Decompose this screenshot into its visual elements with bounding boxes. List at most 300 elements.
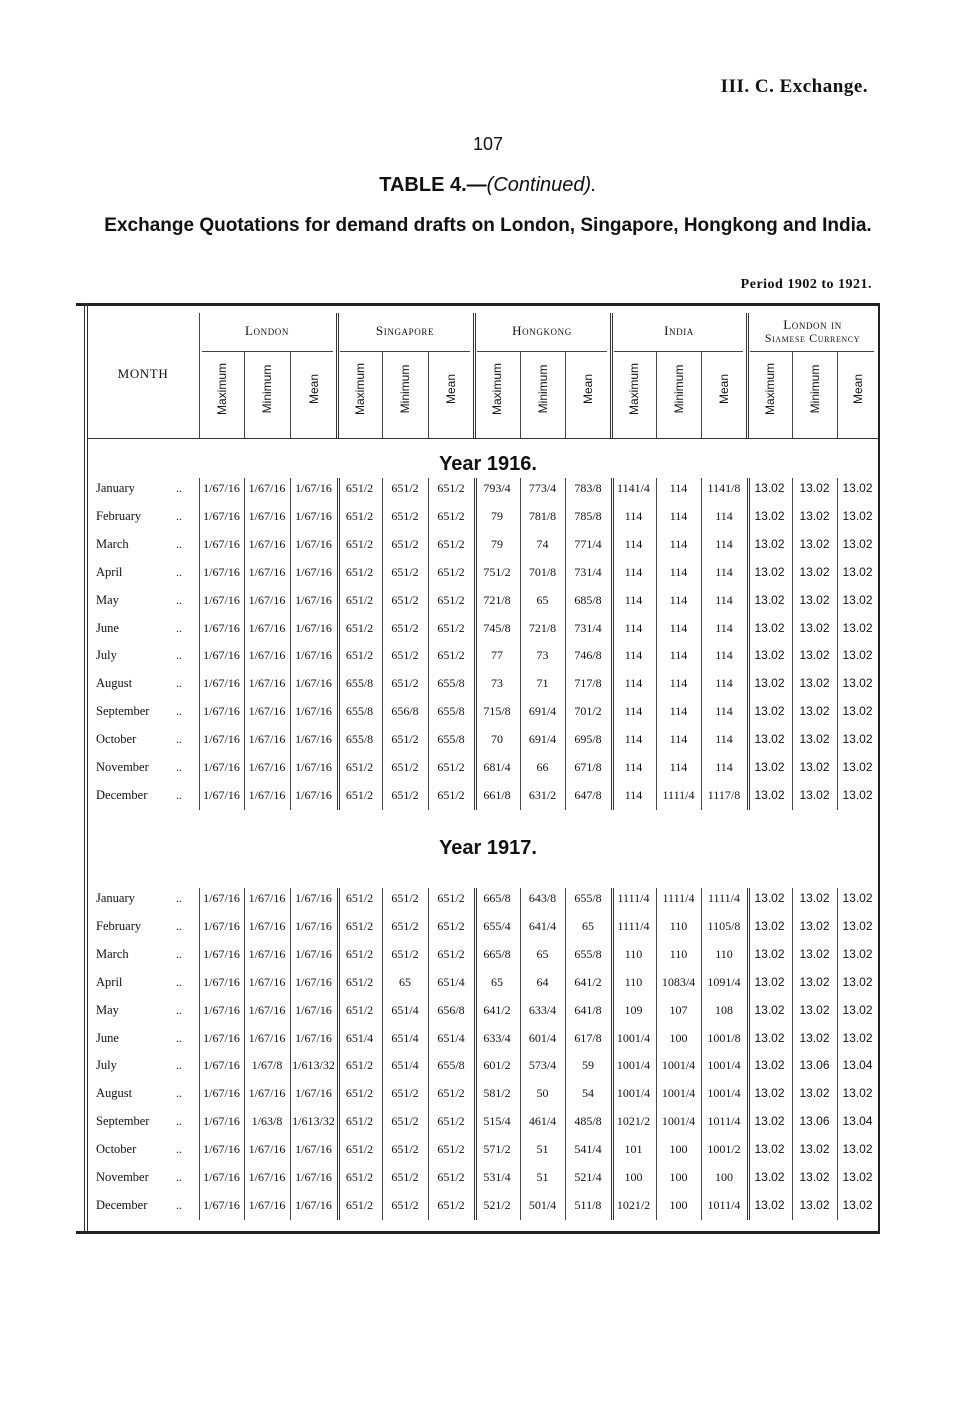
- table-cell: 1/67/16: [203, 620, 240, 635]
- leader-dots: ..: [176, 1002, 182, 1017]
- subcolumn-header: [792, 352, 837, 436]
- table-cell: 651/2: [437, 1170, 465, 1184]
- table-cell: 651/2: [437, 891, 465, 905]
- table-cell: 13.06: [799, 1114, 830, 1129]
- table-cell: 1/67/16: [295, 946, 332, 961]
- table-cell: 651/2: [345, 1142, 374, 1157]
- table-cell: 73: [491, 676, 503, 691]
- table-cell: 1/67/16: [203, 648, 240, 663]
- table-cell: 1/67/16: [203, 1002, 240, 1017]
- month-label: February: [96, 508, 142, 523]
- table-cell: 641/2: [574, 974, 602, 989]
- table-cell: 771/4: [574, 536, 602, 551]
- table-cell: 651/2: [391, 946, 419, 961]
- table-cell: 114: [715, 508, 733, 523]
- table-cell: 651/2: [437, 536, 465, 551]
- table-cell: 1021/2: [616, 1114, 651, 1129]
- table-cell: 651/2: [391, 1142, 419, 1157]
- table-cell: 1001/4: [616, 1030, 651, 1045]
- table-title: [0, 174, 976, 197]
- table-cell: 1117/8: [707, 787, 741, 802]
- table-cell: 109: [624, 1002, 643, 1017]
- table-cell: 54: [582, 1086, 594, 1101]
- table-cell: 633/4: [483, 1030, 511, 1045]
- table-cell: 1/67/16: [295, 1197, 332, 1212]
- table-cell: 651/2: [345, 648, 374, 663]
- table-cell: 651/4: [437, 974, 465, 989]
- table-cell: 651/2: [437, 760, 465, 774]
- table-cell: 1/67/16: [203, 918, 240, 933]
- table-cell: 1011/4: [707, 1114, 741, 1129]
- header-bottom-rule: [88, 438, 878, 439]
- table-row: [0, 537, 976, 557]
- table-cell: 651/4: [391, 1030, 419, 1045]
- table-cell: 1/67/16: [295, 760, 332, 774]
- table-cell: 51: [536, 1170, 549, 1184]
- table-cell: 685/8: [574, 592, 602, 607]
- table-cell: 1011/4: [707, 1197, 741, 1212]
- table-cell: 1/67/16: [248, 787, 286, 802]
- table-cell: 114: [715, 536, 733, 551]
- table-cell: 114: [715, 648, 733, 663]
- table-cell: 1/67/16: [248, 620, 286, 635]
- table-cell: 1141/8: [707, 481, 741, 495]
- table-cell: 114: [624, 564, 643, 579]
- table-cell: 110: [669, 918, 688, 933]
- table-cell: 1001/2: [707, 1142, 741, 1157]
- table-cell: 13.06: [799, 1058, 830, 1073]
- table-cell: 100: [669, 1197, 688, 1212]
- table-cell: 651/4: [391, 1002, 419, 1017]
- table-cell: 1/67/16: [248, 564, 286, 579]
- month-label: April: [96, 974, 123, 989]
- table-cell: 79: [491, 536, 503, 551]
- table-cell: 108: [715, 1002, 733, 1017]
- table-cell: 13.02: [754, 760, 785, 774]
- table-cell: 651/2: [345, 1086, 374, 1101]
- subcolumn-header: [337, 352, 382, 436]
- table-title-continued: (Continued).: [486, 174, 597, 196]
- table-cell: 521/2: [483, 1197, 511, 1212]
- table-row: [0, 565, 976, 585]
- table-cell: 114: [669, 620, 688, 635]
- table-cell: 13.02: [754, 620, 785, 635]
- table-cell: 661/8: [483, 787, 511, 802]
- table-cell: 651/2: [391, 1114, 419, 1129]
- table-cell: 1/67/16: [248, 946, 286, 961]
- table-cell: 671/8: [574, 760, 602, 774]
- subcolumn-header: [837, 352, 878, 436]
- table-cell: 651/4: [437, 1030, 465, 1045]
- table-cell: 715/8: [483, 704, 511, 719]
- table-cell: 13.02: [842, 704, 873, 719]
- month-label: November: [96, 1170, 149, 1184]
- table-cell: 501/4: [528, 1197, 557, 1212]
- table-cell: 13.02: [842, 891, 873, 905]
- table-cell: 70: [491, 732, 503, 747]
- table-cell: 1/67/16: [248, 974, 286, 989]
- table-cell: 651/2: [345, 787, 374, 802]
- subcolumn-header-label: Mean: [850, 373, 865, 405]
- table-cell: 114: [624, 676, 643, 691]
- table-cell: 651/2: [345, 481, 374, 495]
- table-cell: 13.02: [842, 1030, 873, 1045]
- table-cell: 651/2: [345, 536, 374, 551]
- table-cell: 100: [624, 1170, 643, 1184]
- table-cell: 100: [669, 1170, 688, 1184]
- table-cell: 114: [624, 536, 643, 551]
- month-label: March: [96, 946, 129, 961]
- month-label: October: [96, 732, 137, 747]
- table-cell: 1/67/8: [251, 1058, 283, 1073]
- table-cell: 13.02: [754, 564, 785, 579]
- table-cell: 114: [715, 676, 733, 691]
- table-cell: 65: [399, 974, 411, 989]
- table-cell: 73: [536, 648, 549, 663]
- table-cell: 655/4: [483, 918, 511, 933]
- table-row: [0, 919, 976, 939]
- table-cell: 1/67/16: [203, 676, 240, 691]
- table-row: [0, 788, 976, 808]
- table-cell: 651/4: [345, 1030, 374, 1045]
- table-cell: 485/8: [574, 1114, 602, 1129]
- subcolumn-header: [656, 352, 701, 436]
- table-cell: 655/8: [345, 676, 374, 691]
- table-cell: 114: [715, 732, 733, 747]
- table-row: [0, 1198, 976, 1218]
- table-cell: 651/2: [345, 592, 374, 607]
- table-cell: 1001/4: [707, 1086, 741, 1101]
- table-cell: 1001/4: [661, 1114, 696, 1129]
- table-cell: 651/2: [437, 1086, 465, 1101]
- table-cell: 13.02: [842, 620, 873, 635]
- table-cell: 1/67/16: [203, 732, 240, 747]
- table-row: [0, 648, 976, 668]
- table-cell: 651/2: [391, 481, 419, 495]
- table-cell: 1/67/16: [295, 1142, 332, 1157]
- table-cell: 1/67/16: [248, 704, 286, 719]
- table-cell: 793/4: [483, 481, 511, 495]
- table-cell: 114: [624, 732, 643, 747]
- table-cell: 521/4: [574, 1170, 602, 1184]
- table-cell: 651/2: [437, 481, 465, 495]
- table-cell: 13.02: [799, 1086, 830, 1101]
- table-cell: 573/4: [528, 1058, 557, 1073]
- table-cell: 1001/4: [661, 1086, 696, 1101]
- table-cell: 114: [715, 592, 733, 607]
- table-cell: 13.02: [842, 481, 873, 495]
- table-cell: 114: [669, 676, 688, 691]
- month-label: September: [96, 704, 150, 719]
- table-cell: 651/2: [391, 760, 419, 774]
- group-header-hongkong: Hongkong: [512, 323, 572, 338]
- table-cell: 1/67/16: [203, 592, 240, 607]
- table-cell: 59: [582, 1058, 594, 1073]
- table-cell: 13.02: [842, 1002, 873, 1017]
- table-cell: 1/67/16: [203, 1030, 240, 1045]
- table-cell: 783/8: [574, 481, 602, 495]
- table-cell: 13.02: [842, 1197, 873, 1212]
- table-cell: 641/4: [528, 918, 557, 933]
- table-cell: 13.02: [754, 1030, 785, 1045]
- table-cell: 651/2: [345, 760, 374, 774]
- table-cell: 1/67/16: [203, 946, 240, 961]
- leader-dots: ..: [176, 592, 182, 607]
- table-cell: 655/8: [574, 891, 602, 905]
- table-cell: 13.02: [754, 787, 785, 802]
- table-cell: 114: [715, 704, 733, 719]
- table-cell: 1141/4: [617, 481, 650, 495]
- table-cell: 651/2: [345, 508, 374, 523]
- table-cell: 1/67/16: [295, 918, 332, 933]
- table-cell: 13.02: [754, 648, 785, 663]
- table-cell: 13.02: [842, 564, 873, 579]
- table-cell: 114: [669, 508, 688, 523]
- table-cell: 101: [624, 1142, 643, 1157]
- table-cell: 651/2: [345, 1002, 374, 1017]
- table-cell: 1/67/16: [248, 918, 286, 933]
- table-title-text: TABLE 4.—: [379, 174, 487, 196]
- table-cell: 114: [669, 536, 688, 551]
- table-cell: 651/2: [391, 1086, 419, 1101]
- month-label: January: [96, 891, 135, 905]
- month-label: July: [96, 648, 117, 663]
- group-header-singapore: Singapore: [375, 323, 435, 338]
- leader-dots: ..: [176, 918, 182, 933]
- table-cell: 1111/4: [662, 787, 695, 802]
- table-cell: 13.02: [799, 1030, 830, 1045]
- table-cell: 13.02: [842, 536, 873, 551]
- table-cell: 651/2: [345, 1170, 374, 1184]
- leader-dots: ..: [176, 676, 182, 691]
- leader-dots: ..: [176, 1058, 182, 1073]
- subcolumn-header-label: Maximum: [214, 363, 229, 416]
- table-cell: 1/67/16: [203, 787, 240, 802]
- subcolumn-header: [382, 352, 428, 436]
- table-cell: 77: [491, 648, 503, 663]
- table-cell: 651/2: [437, 648, 465, 663]
- table-cell: 655/8: [437, 732, 465, 747]
- table-cell: 13.02: [799, 481, 830, 495]
- table-cell: 1105/8: [707, 918, 741, 933]
- table-row: [0, 1031, 976, 1051]
- table-cell: 1/67/16: [295, 481, 332, 495]
- leader-dots: ..: [176, 620, 182, 635]
- table-cell: 785/8: [574, 508, 602, 523]
- table-cell: 651/2: [391, 891, 419, 905]
- subcolumn-header-label: Maximum: [762, 363, 777, 416]
- table-cell: 1/67/16: [248, 481, 286, 495]
- table-cell: 1021/2: [616, 1197, 651, 1212]
- table-cell: 13.02: [754, 1142, 785, 1157]
- table-cell: 651/2: [391, 620, 419, 635]
- table-cell: 79: [491, 508, 503, 523]
- table-cell: 1/63/8: [251, 1114, 283, 1129]
- table-cell: 114: [669, 704, 688, 719]
- table-cell: 13.02: [799, 536, 830, 551]
- table-cell: 114: [669, 732, 688, 747]
- table-cell: 13.02: [754, 974, 785, 989]
- table-cell: 1/613/32: [292, 1114, 335, 1129]
- table-cell: 656/8: [391, 704, 419, 719]
- table-cell: 601/4: [528, 1030, 557, 1045]
- leader-dots: ..: [176, 508, 182, 523]
- table-cell: 651/2: [391, 732, 419, 747]
- table-cell: 114: [715, 564, 733, 579]
- table-cell: 107: [669, 1002, 688, 1017]
- group-header-london: London: [244, 323, 290, 338]
- table-cell: 65: [491, 974, 503, 989]
- table-cell: 1/613/32: [292, 1058, 335, 1073]
- table-cell: 13.02: [842, 1170, 873, 1184]
- table-cell: 114: [624, 704, 643, 719]
- table-cell: 745/8: [483, 620, 511, 635]
- table-cell: 651/2: [437, 1142, 465, 1157]
- subcolumn-header: [520, 352, 565, 436]
- table-cell: 541/4: [574, 1142, 602, 1157]
- leader-dots: ..: [176, 536, 182, 551]
- table-cell: 13.02: [799, 620, 830, 635]
- table-cell: 701/8: [528, 564, 557, 579]
- table-cell: 1/67/16: [203, 1086, 240, 1101]
- table-cell: 13.02: [799, 592, 830, 607]
- leader-dots: ..: [176, 648, 182, 663]
- table-cell: 651/2: [391, 648, 419, 663]
- month-label: December: [96, 1197, 148, 1212]
- leader-dots: ..: [176, 704, 182, 719]
- table-cell: 1001/8: [707, 1030, 741, 1045]
- leader-dots: ..: [176, 760, 182, 774]
- table-cell: 13.02: [799, 508, 830, 523]
- table-cell: 651/4: [391, 1058, 419, 1073]
- table-cell: 13.02: [842, 918, 873, 933]
- table-cell: 651/2: [345, 974, 374, 989]
- table-cell: 641/8: [574, 1002, 602, 1017]
- table-cell: 1/67/16: [295, 1002, 332, 1017]
- table-cell: 571/2: [483, 1142, 511, 1157]
- month-column-header: MONTH: [117, 366, 169, 381]
- table-cell: 100: [669, 1030, 688, 1045]
- table-cell: 651/2: [391, 1170, 419, 1184]
- table-cell: 1/67/16: [248, 891, 286, 905]
- table-cell: 511/8: [574, 1197, 602, 1212]
- table-cell: 1111/4: [662, 891, 695, 905]
- group-header-siamese-line2: Siamese Currency: [764, 331, 861, 345]
- table-cell: 717/8: [574, 676, 602, 691]
- table-cell: 13.02: [799, 974, 830, 989]
- table-cell: 655/8: [437, 676, 465, 691]
- section-heading: III. C. Exchange.: [720, 76, 868, 97]
- table-cell: 461/4: [528, 1114, 557, 1129]
- table-cell: 1/67/16: [295, 508, 332, 523]
- subcolumn-header-label: Mean: [306, 373, 321, 405]
- table-cell: 773/4: [528, 481, 557, 495]
- table-cell: 651/2: [345, 1058, 374, 1073]
- group-header-india: India: [664, 323, 694, 338]
- table-bottom-rule: [76, 1231, 880, 1234]
- leader-dots: ..: [176, 732, 182, 747]
- table-top-rule: [76, 303, 880, 306]
- table-cell: 651/2: [391, 536, 419, 551]
- table-cell: 655/8: [345, 732, 374, 747]
- table-cell: 681/4: [483, 760, 511, 774]
- month-label: August: [96, 676, 133, 691]
- table-cell: 13.02: [799, 676, 830, 691]
- table-cell: 114: [669, 648, 688, 663]
- table-cell: 1001/4: [707, 1058, 741, 1073]
- month-label: July: [96, 1058, 117, 1073]
- table-cell: 13.02: [799, 760, 830, 774]
- table-cell: 1/67/16: [295, 704, 332, 719]
- table-cell: 114: [624, 592, 643, 607]
- table-cell: 13.02: [799, 1002, 830, 1017]
- table-cell: 1/67/16: [295, 536, 332, 551]
- table-cell: 13.02: [842, 592, 873, 607]
- leader-dots: ..: [176, 974, 182, 989]
- table-cell: 100: [715, 1170, 733, 1184]
- table-cell: 1/67/16: [295, 787, 332, 802]
- table-cell: 651/2: [391, 918, 419, 933]
- table-cell: 71: [536, 676, 549, 691]
- subcolumn-header-label: Minimum: [671, 364, 686, 414]
- subcolumn-header: [747, 352, 792, 436]
- table-cell: 13.02: [842, 508, 873, 523]
- table-cell: 13.02: [842, 648, 873, 663]
- table-cell: 13.02: [799, 564, 830, 579]
- table-cell: 114: [624, 787, 643, 802]
- table-cell: 13.02: [799, 704, 830, 719]
- table-row: [0, 1003, 976, 1023]
- table-cell: 1/67/16: [295, 974, 332, 989]
- month-label: October: [96, 1142, 137, 1157]
- table-cell: 1/67/16: [295, 1030, 332, 1045]
- table-cell: 74: [536, 536, 549, 551]
- table-cell: 66: [536, 760, 549, 774]
- table-cell: 65: [582, 918, 594, 933]
- table-row: [0, 947, 976, 967]
- table-row: [0, 1058, 976, 1078]
- table-cell: 114: [624, 508, 643, 523]
- table-cell: 114: [669, 564, 688, 579]
- table-cell: 114: [624, 760, 643, 774]
- table-cell: 651/2: [391, 592, 419, 607]
- table-cell: 13.02: [754, 918, 785, 933]
- table-cell: 13.02: [754, 481, 785, 495]
- table-cell: 665/8: [483, 946, 511, 961]
- table-cell: 13.02: [799, 1197, 830, 1212]
- table-cell: 691/4: [528, 704, 557, 719]
- table-cell: 13.02: [799, 648, 830, 663]
- table-cell: 13.02: [754, 891, 785, 905]
- table-row: [0, 621, 976, 641]
- table-cell: 110: [715, 946, 733, 961]
- table-cell: 114: [624, 648, 643, 663]
- leader-dots: ..: [176, 891, 182, 905]
- table-row: [0, 1142, 976, 1162]
- table-cell: 114: [715, 760, 733, 774]
- subcolumn-header: [474, 352, 520, 436]
- table-cell: 1/67/16: [203, 481, 240, 495]
- table-row: [0, 1170, 976, 1190]
- table-cell: 1/67/16: [203, 536, 240, 551]
- table-row: [0, 732, 976, 752]
- table-cell: 1001/4: [661, 1058, 696, 1073]
- table-cell: 651/2: [391, 508, 419, 523]
- table-cell: 643/8: [528, 891, 557, 905]
- table-cell: 1/67/16: [295, 592, 332, 607]
- group-header-siamese-line1: London in: [783, 317, 842, 332]
- month-label: April: [96, 564, 123, 579]
